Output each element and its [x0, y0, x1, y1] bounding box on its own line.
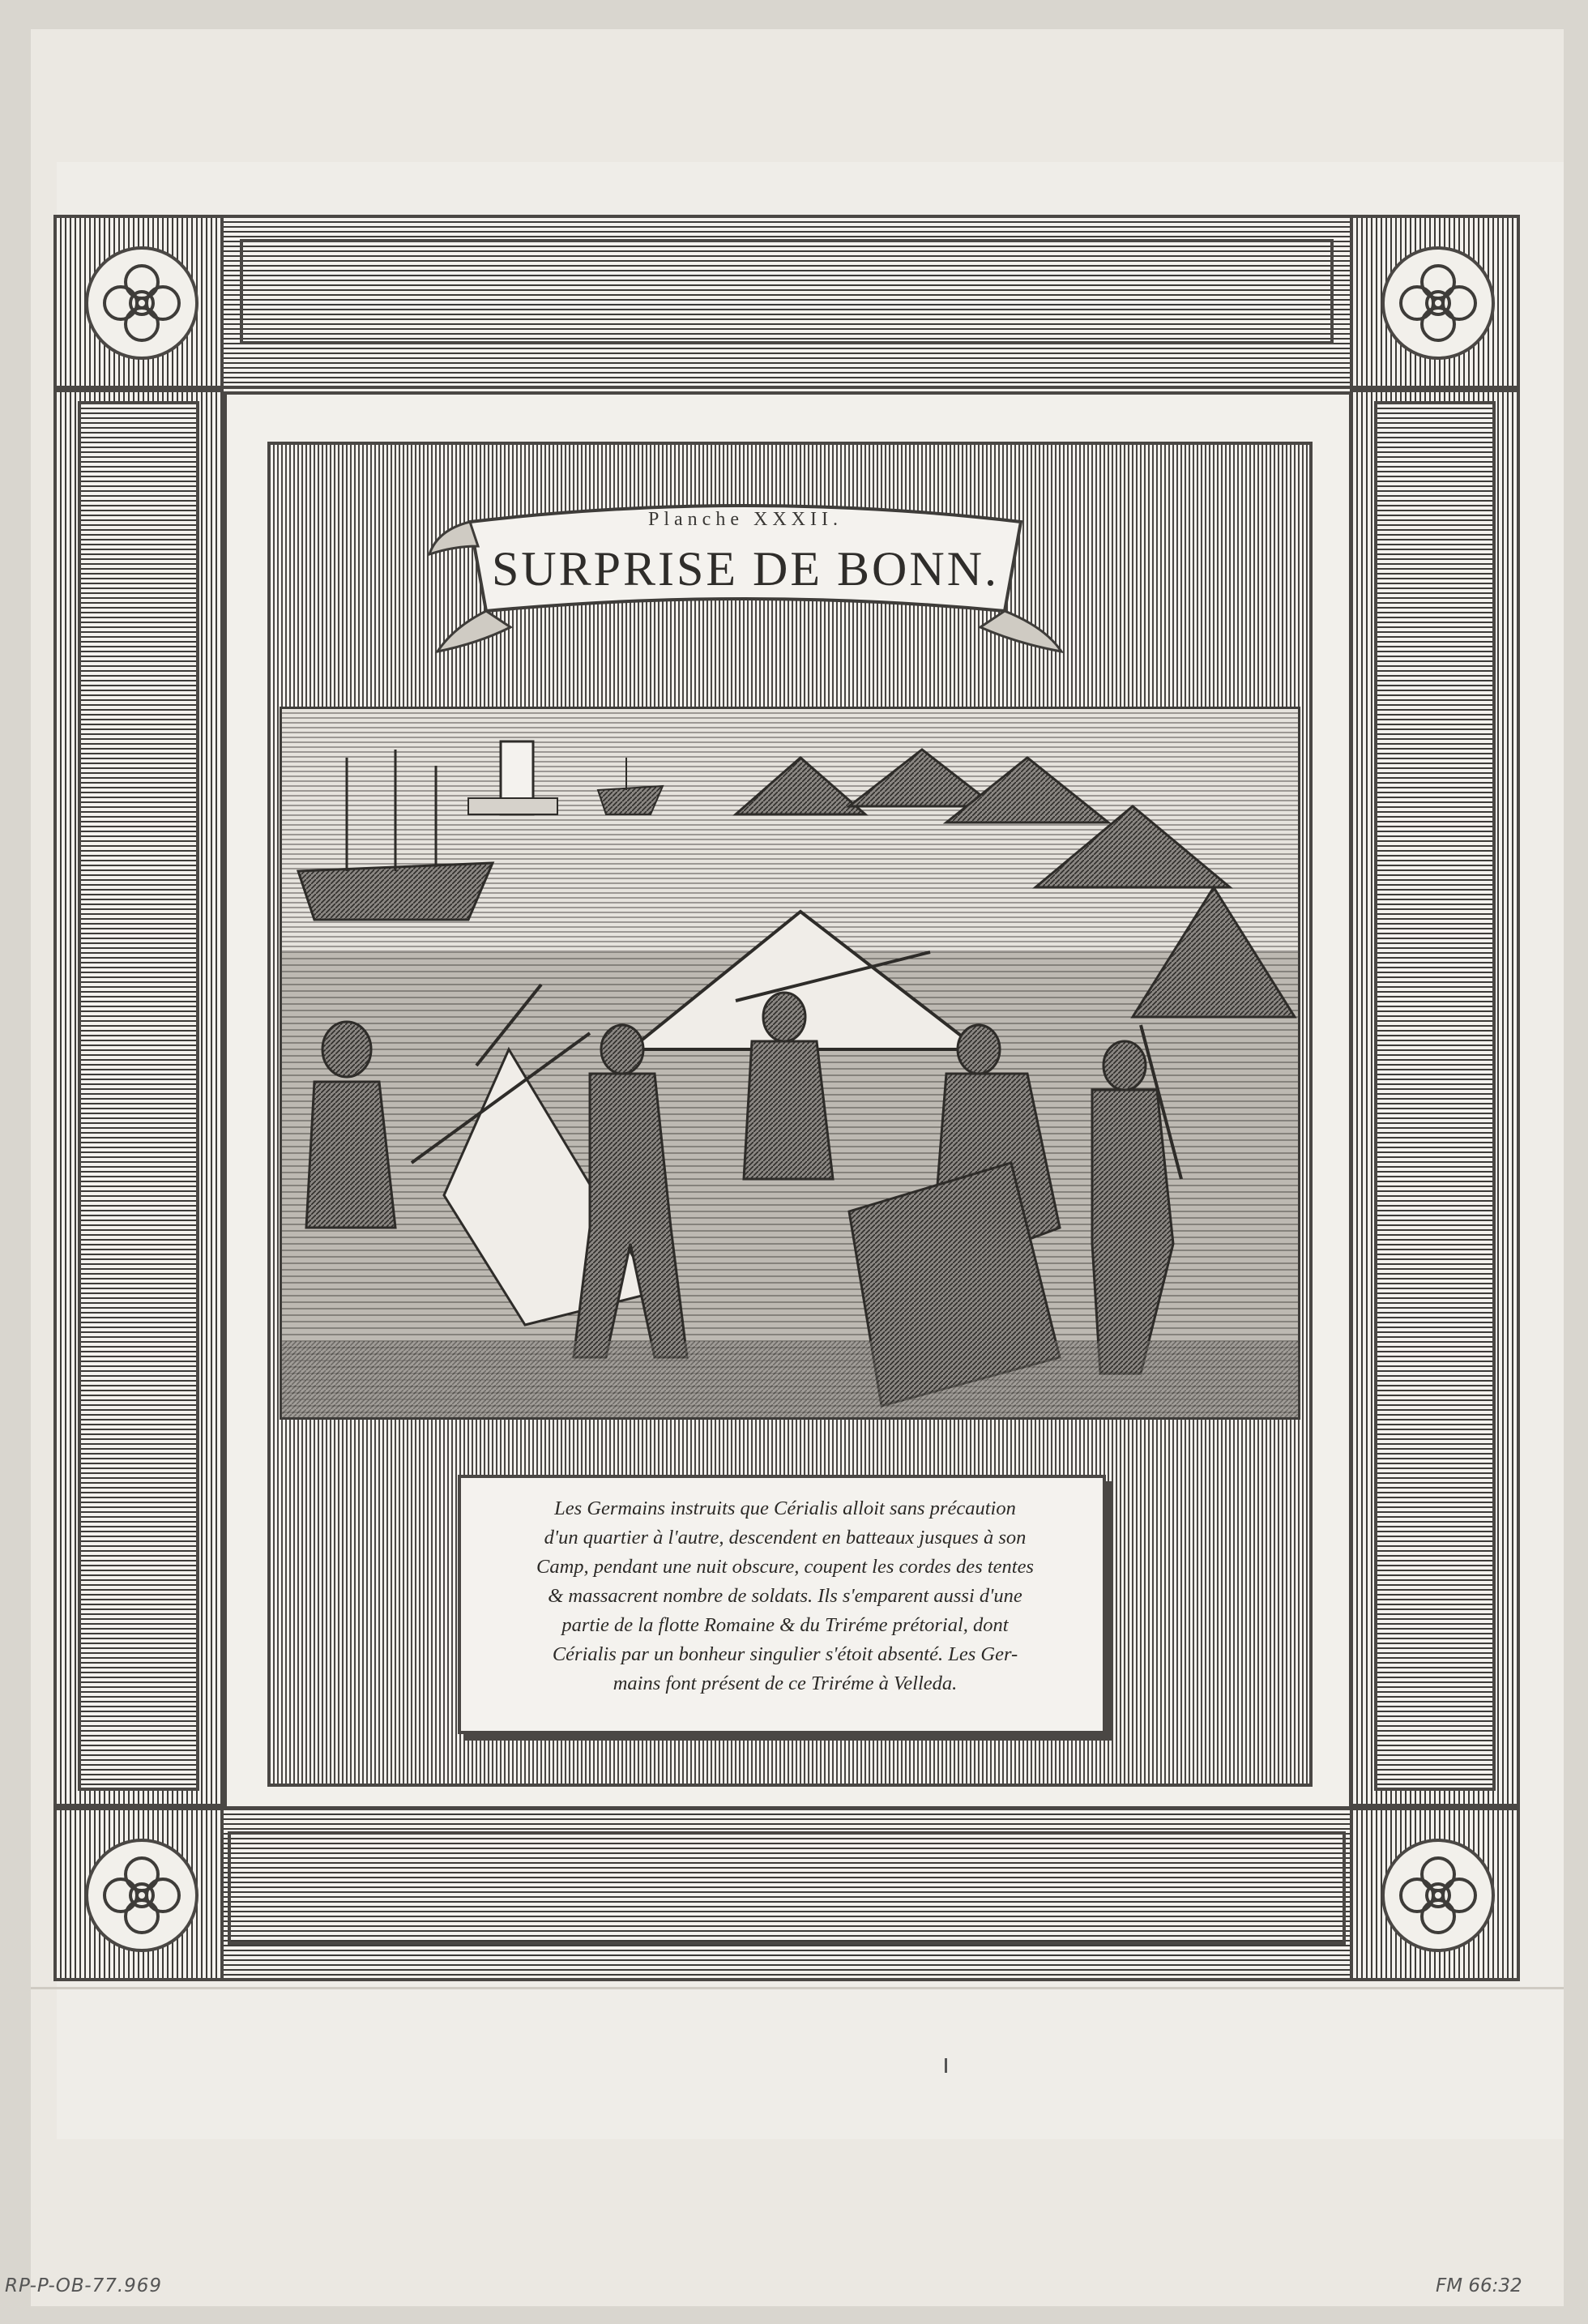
corner-top-left: [53, 215, 224, 389]
rosette-icon: [85, 246, 198, 360]
left-inner-panel: [78, 401, 199, 1791]
caption-line: partie de la flotte Romaine & du Triréme prétorial, dont: [561, 1614, 1009, 1636]
plate-title: SURPRISE DE BONN.: [491, 542, 1000, 596]
plate-edge-line: [31, 1987, 1564, 1989]
caption-line: Camp, pendant une nuit obscure, coupent les cordes des tentes: [536, 1556, 1034, 1578]
corner-bottom-right: [1350, 1807, 1520, 1981]
rosette-icon: [1381, 246, 1495, 360]
rosette-icon: [85, 1839, 198, 1952]
caption-line: mains font présent de ce Triréme à Velleda.: [613, 1673, 958, 1694]
registration-mark: [945, 2058, 947, 2073]
collection-mark: FM 66:32: [1436, 2275, 1522, 2296]
rosette-icon: [1381, 1839, 1495, 1952]
right-inner-panel: [1374, 401, 1496, 1791]
title-banner: [421, 489, 1069, 668]
engraved-battle-scene: [280, 707, 1300, 1420]
bottom-inner-panel: [228, 1831, 1346, 1945]
inventory-number: RP-P-OB-77.969: [5, 2275, 163, 2296]
caption-line: Les Germains instruits que Cérialis alloit sans précaution: [554, 1497, 1016, 1519]
top-inner-panel: [240, 239, 1334, 344]
corner-top-right: [1350, 215, 1520, 389]
caption-text: [480, 1494, 1090, 1698]
plate-number: Planche XXXII.: [648, 509, 843, 530]
caption-line: d'un quartier à l'autre, descendent en batteaux jusques à son: [544, 1527, 1027, 1549]
caption-line: Cérialis par un bonheur singulier s'étoit absenté. Les Ger-: [552, 1643, 1018, 1665]
caption-line: & massacrent nombre de soldats. Ils s'emparent aussi d'une: [548, 1585, 1022, 1607]
corner-bottom-left: [53, 1807, 224, 1981]
caption-cartouche: [458, 1475, 1106, 1734]
